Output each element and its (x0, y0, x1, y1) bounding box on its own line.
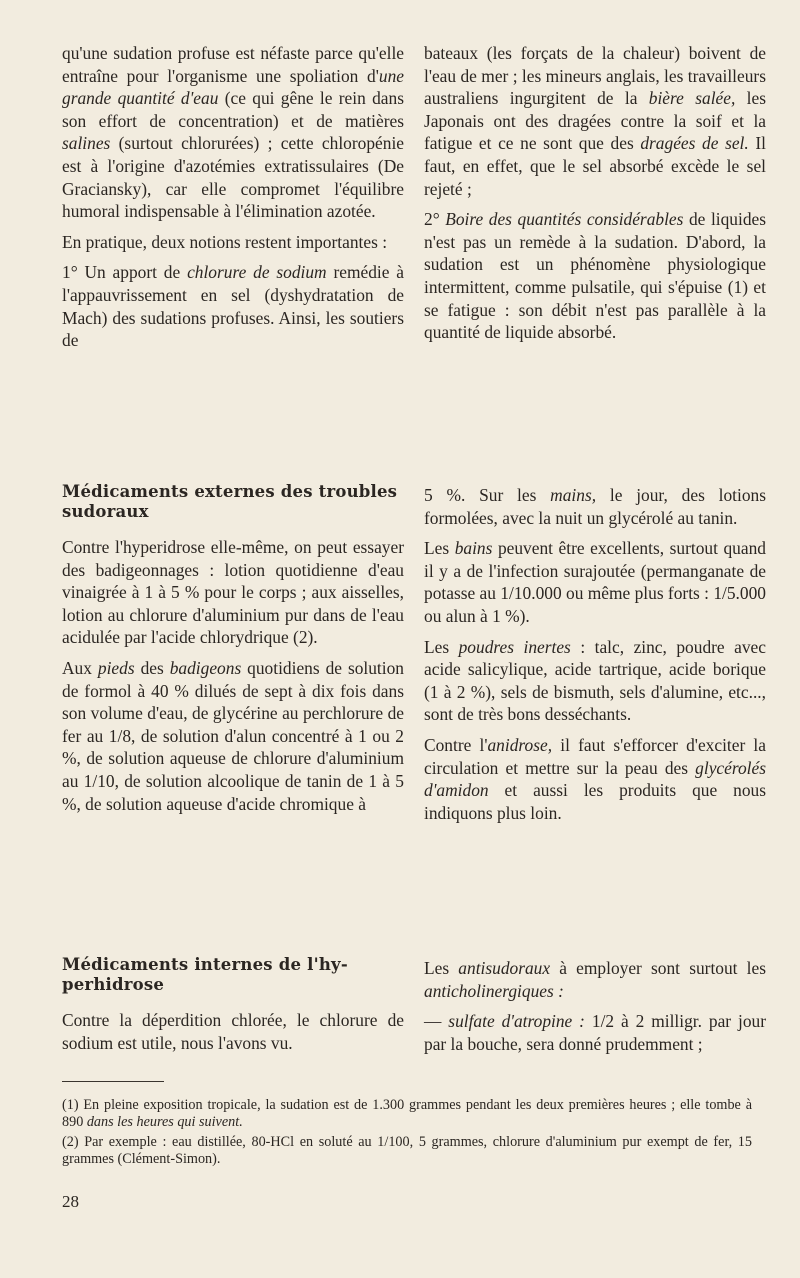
italic-text: Boire des quantités considérables (445, 209, 684, 230)
section-external-remedies (62, 482, 404, 823)
paragraph: (2) Par exemple : eau distillée, 80-HCl en soluté au 1/100, 5 grammes, chlorure d'aluminium pur exempt de fer, 15 grammes (Clément-Simon). (62, 1134, 752, 1167)
footnote-divider (62, 1081, 164, 1082)
italic-text: dragées de sel. (640, 133, 749, 154)
paragraph: Les antisudoraux à employer sont surtout les anticholinergiques : (424, 958, 766, 1001)
paragraph: Contre la déperdition chlorée, le chlorure de sodium est utile, nous l'avons vu. (62, 1010, 404, 1053)
right-column-top-text (424, 42, 766, 352)
section-heading-external: Médicaments externes des troubles sudoraux (62, 482, 398, 521)
internal-remedies-text (62, 1009, 404, 1054)
right-column-middle-text (424, 484, 766, 832)
italic-text: salines (62, 133, 111, 154)
italic-text: mains, (550, 485, 597, 505)
italic-text: sulfate d'atropine : (448, 1011, 585, 1032)
paragraph: — sulfate d'atropine : 1/2 à 2 milligr. par jour par la bouche, sera donné prudemment ; (424, 1011, 766, 1054)
paragraph: 2° Boire des quantités considérables de liquides n'est pas un remède à la sudation. D'abord, la sudation est un phénomène physiologique intermittent, comme pulsatile, qui s'épuise (1) et se fatigue : son débit n'est pas parallèle à la quantité de liquide absorbé. (424, 209, 767, 343)
paragraph: En pratique, deux notions restent importantes : (62, 231, 388, 252)
italic-text: poudres inertes (458, 636, 571, 657)
paragraph: Contre l'hyperidrose elle-même, on peut essayer des badigeonnages : lotion quotidienne d'eau vinaigrée à 1 à 5 % pour le corps ; aux aisselles, lotion au chlorure d'aluminium pur dans de l'eau acidulée par l'acide chlorydrique (2). (62, 537, 404, 648)
paragraph: Aux pieds des badigeons quotidiens de solution de formol à 40 % dilués de sept à dix fois dans son volume d'eau, de glycérine au perchlorure de fer au 1/8, de solution d'alun concentré à 1 ou 2 %, de solution aqueuse de chlorure d'aluminium au 1/10, de solution alcoolique de tanin de 1 à 5 %, de solution aqueuse d'acide chromique à (62, 657, 404, 814)
right-column-bottom-text (424, 957, 766, 1063)
italic-text: bains (454, 538, 493, 559)
italic-text: badigeons (169, 657, 242, 678)
paragraph: bateaux (les forçats de la chaleur) boivent de l'eau de mer ; les mineurs anglais, les travailleurs australiens ingurgitent de la bière salée, les Japonais ont des dragées contre la soif et la fatigue et ce ne sont que des dragées de sel. Il faut, en effet, que le sel absorbé excède le sel rejeté ; (424, 43, 766, 199)
italic-text: une grande quantité d'eau (62, 65, 404, 109)
left-column-top-text (62, 42, 404, 360)
italic-text: anidrose, (487, 734, 553, 755)
italic-text: pieds (97, 657, 135, 678)
external-remedies-text (62, 536, 404, 815)
italic-text: anticholinergiques : (424, 980, 564, 1001)
paragraph: Les poudres inertes : talc, zinc, poudre avec acide salicylique, acide tartrique, acide borique (1 à 2 %), sels de bismuth, sels d'alumine, etc..., sont de très bons desséchants. (424, 636, 766, 725)
paragraph: (1) En pleine exposition tropicale, la sudation est de 1.300 grammes pendant les deux premières heures ; elle tombe à 890 dans les heures qui suivent. (62, 1097, 752, 1130)
italic-text: antisudoraux (458, 958, 551, 978)
page-number: 28 (62, 1192, 79, 1211)
italic-text: bière salée, (648, 88, 736, 109)
italic-text: glycérolés d'amidon (424, 757, 766, 801)
paragraph: qu'une sudation profuse est néfaste parce qu'elle entraîne pour l'organisme une spoliation d'une grande quantité d'eau (ce qui gêne le rein dans son effort de concentration) et de matières salines (surtout chlorurées) ; cette chloropénie est à l'origine d'azotémies extratissulaires (De Graciansky), car elle compromet l'équilibre humoral indispensable à l'élimination azotée. (62, 43, 404, 222)
italic-text: dans les heures qui suivent. (86, 1114, 243, 1130)
section-heading-internal: Médicaments internes de l'hyperhidrose (62, 955, 348, 994)
italic-text: chlorure de sodium (187, 262, 327, 283)
section-internal-remedies (62, 955, 404, 1062)
paragraph: 1° Un apport de chlorure de sodium remédie à l'appauvrissement en sel (dyshydratation de Mach) des sudations profuses. Ainsi, les soutiers de (62, 262, 404, 351)
paragraph: Les bains peuvent être excellents, surtout quand il y a de l'infection surajoutée (permanganate de potasse au 1/10.000 ou même plus forts : 1/5.000 ou alun à 1 %). (424, 538, 766, 626)
footnotes (62, 1097, 752, 1171)
paragraph: 5 %. Sur les mains, le jour, des lotions formolées, avec la nuit un glycérolé au tanin. (424, 485, 766, 528)
paragraph: Contre l'anidrose, il faut s'efforcer d'exciter la circulation et mettre sur la peau des glycérolés d'amidon et aussi les produits que nous indiquons plus loin. (424, 734, 766, 823)
